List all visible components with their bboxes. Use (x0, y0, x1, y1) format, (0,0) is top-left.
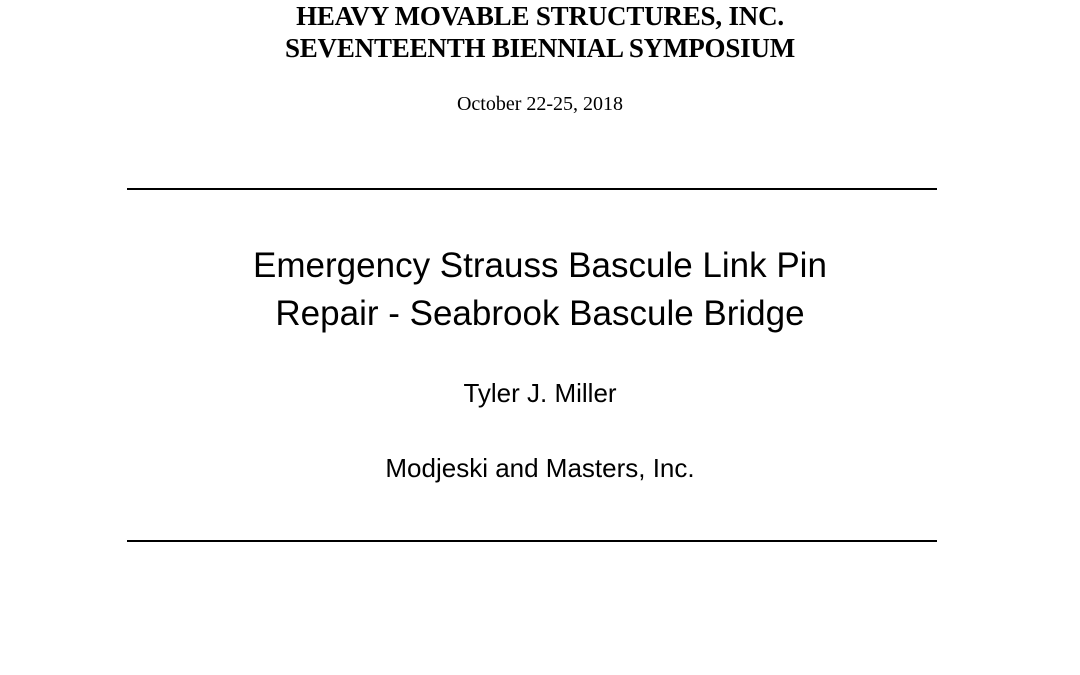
author-name: Tyler J. Miller (463, 378, 617, 408)
symposium-name: SEVENTEENTH BIENNIAL SYMPOSIUM (284, 33, 796, 63)
author-affiliation: Modjeski and Masters, Inc. (385, 453, 695, 483)
top-horizontal-rule (127, 188, 937, 190)
organization-name: HEAVY MOVABLE STRUCTURES, INC. (296, 1, 784, 31)
bottom-horizontal-rule (127, 540, 937, 542)
paper-title-line-1: Emergency Strauss Bascule Link Pin (253, 246, 827, 285)
event-dates: October 22-25, 2018 (456, 93, 624, 115)
paper-title-line-2: Repair - Seabrook Bascule Bridge (275, 294, 805, 333)
